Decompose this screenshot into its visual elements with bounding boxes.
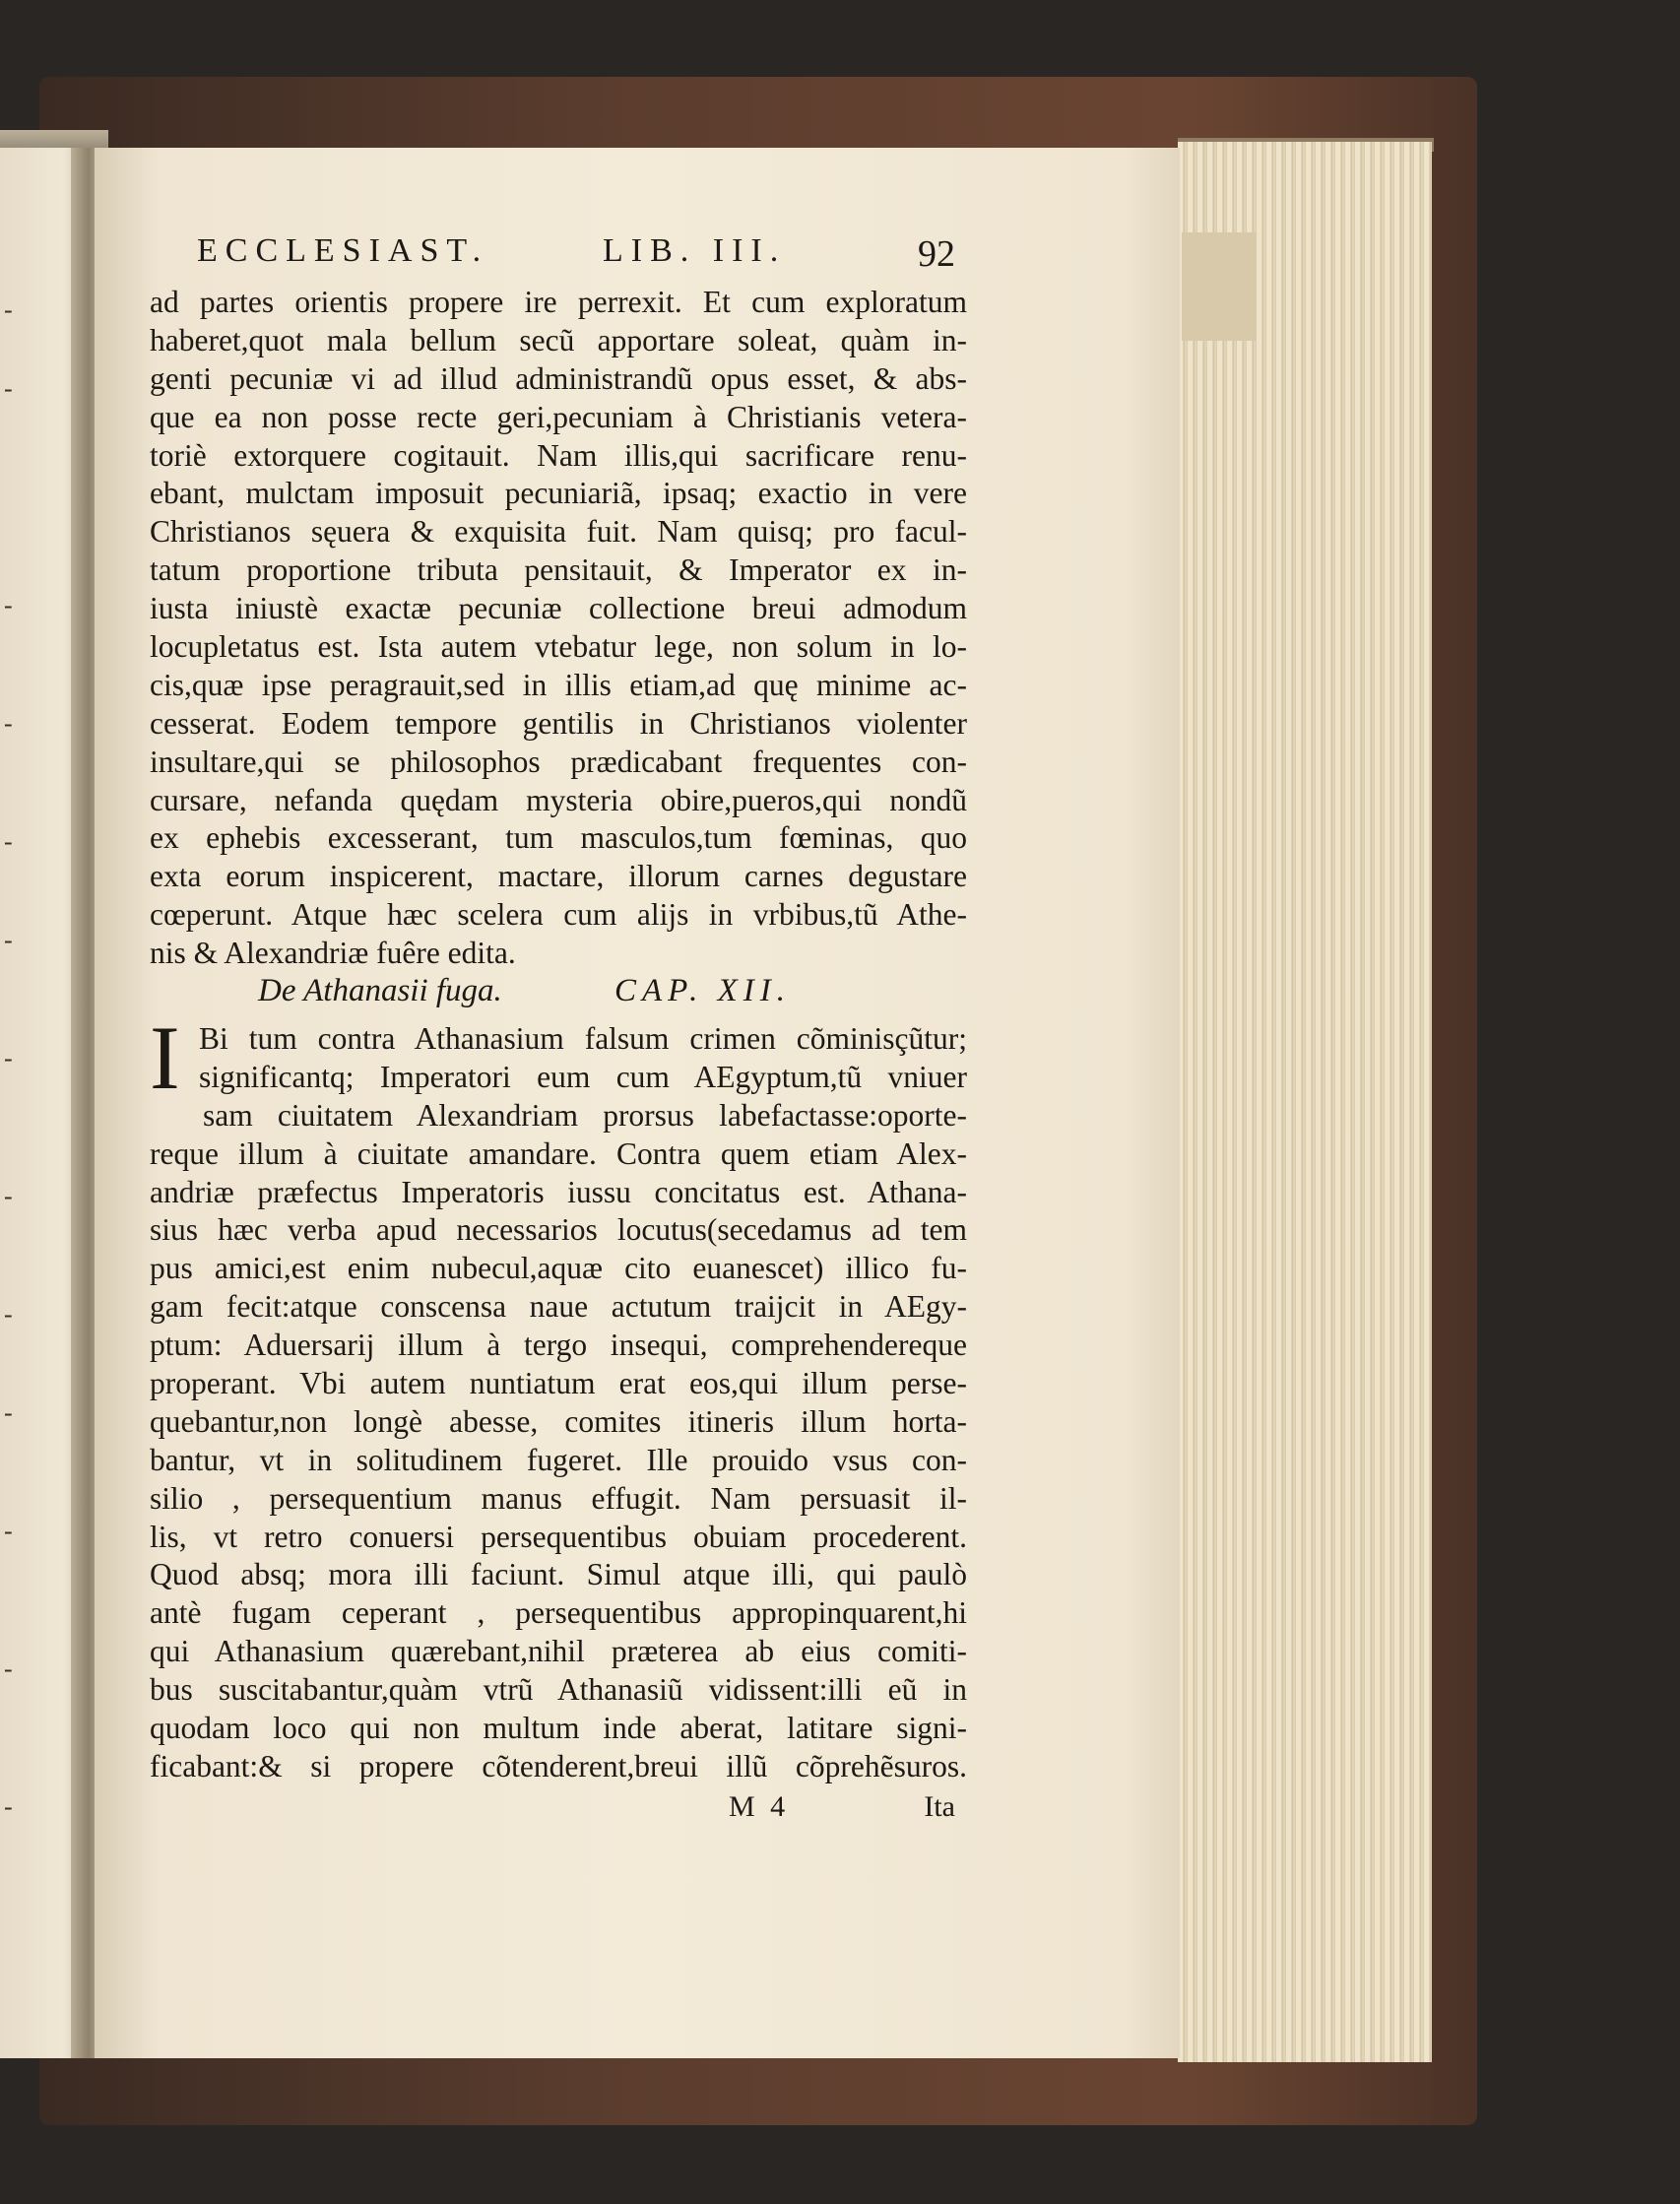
text-line: ex ephebis excesserant, tum masculos,tum fœminas, quo <box>150 820 967 856</box>
text-line: bantur, vt in solitudinem fugeret. Ille prouido vsus con- <box>150 1442 967 1477</box>
text-line: nis & Alexandriæ fuêre edita. <box>150 936 516 971</box>
text-line: ptum: Aduersarij illum à tergo insequi, comprehendereque <box>150 1328 967 1363</box>
text-line: reque illum à ciuitate amandare. Contra quem etiam Alex- <box>150 1135 967 1171</box>
text-line: tatum proportione tributa pensitauit, & Imperator ex in- <box>150 552 967 588</box>
text-line: haberet,quot mala bellum secũ apportare soleat, quàm in- <box>150 322 967 357</box>
text-line: significantq; Imperatori eum cum AEgyptum,tũ vniuer <box>199 1059 967 1094</box>
text-line: iusta iniustè exactæ pecuniæ collectione breui admodum <box>150 591 967 626</box>
catchword: Ita <box>924 1790 955 1823</box>
text-line: cis,quæ ipse peragrauit,sed in illis etiam,ad quę minime ac- <box>150 667 967 702</box>
text-line: bus suscitabantur,quàm vtrũ Athanasiũ vidissent:illi eũ in <box>150 1672 967 1708</box>
text-line: cœperunt. Atque hæc scelera cum alijs in vrbibus,tũ Athe- <box>150 897 967 933</box>
text-line: exta eorum inspicerent, mactare, illorum carnes degustare <box>150 859 967 894</box>
text-line: sam ciuitatem Alexandriam prorsus labefactasse:oporte- <box>203 1097 967 1133</box>
text-line: cursare, nefanda quędam mysteria obire,pueros,qui nondũ <box>150 782 967 817</box>
chapter-title: De Athanasii fuga. <box>258 973 502 1008</box>
text-line: Bi tum contra Athanasium falsum crimen cõminisçũtur; <box>199 1021 967 1056</box>
text-block-2 <box>150 1007 967 1786</box>
signature-mark: M 4 <box>729 1790 790 1823</box>
text-block-1 <box>150 284 967 973</box>
text-line: pus amici,est enim nubecul,aquæ cito euanescet) illico fu- <box>150 1251 967 1286</box>
text-line: ad partes orientis propere ire perrexit. Et cum exploratum <box>150 285 967 319</box>
text-line: antè fugam ceperant , persequentibus appropinquarent,hi <box>150 1595 967 1631</box>
text-line: locupletatus est. Ista autem vtebatur lege, non solum in lo- <box>150 629 967 665</box>
text-line: ebant, mulctam imposuit pecuniariã, ipsaq; exactio in vere <box>150 476 967 511</box>
text-line: ficabant:& si propere cõtenderent,breui illũ cõprehẽsuros. <box>150 1748 967 1783</box>
text-line: properant. Vbi autem nuntiatum erat eos,qui illum perse- <box>150 1366 967 1401</box>
text-line: insultare,qui se philosophos prædicabant frequentes con- <box>150 744 967 779</box>
page-number: 92 <box>918 233 955 275</box>
text-line: sius hæc verba apud necessarios locutus(secedamus ad tem <box>150 1212 967 1248</box>
fore-edge-tab <box>1182 232 1257 341</box>
text-line: que ea non posse recte geri,pecuniam à Christianis vetera- <box>150 399 967 434</box>
drop-initial: I <box>150 1007 180 1108</box>
page-footer <box>729 1790 965 1834</box>
text-line: cesserat. Eodem tempore gentilis in Christianos violenter <box>150 705 967 741</box>
text-line: toriè extorquere cogitauit. Nam illis,qui sacrificare renu- <box>150 437 967 473</box>
text-line: quodam loco qui non multum inde aberat, latitare signi- <box>150 1711 967 1746</box>
text-line: Quod absq; mora illi faciunt. Simul atque illi, qui paulò <box>150 1557 967 1592</box>
text-line: quebantur,non longè abesse, comites itineris illum horta- <box>150 1403 967 1439</box>
page-fore-edge <box>1178 142 1432 2062</box>
text-line: gam fecit:atque conscensa naue actutum traijcit in AEgy- <box>150 1289 967 1325</box>
book-number: LIB. III. <box>603 232 787 269</box>
left-page-bleed-marks: - - - - - - - - - - - - - <box>4 295 13 1821</box>
text-line: Christianos sęuera & exquisita fuit. Nam quisq; pro facul- <box>150 514 967 550</box>
text-line: silio , persequentium manus effugit. Nam persuasit il- <box>150 1480 967 1516</box>
text-line: genti pecuniæ vi ad illud administrandũ opus esset, & abs- <box>150 360 967 396</box>
chapter-number: CAP. XII. <box>614 973 791 1008</box>
running-header <box>197 232 955 282</box>
text-line: lis, vt retro conuersi persequentibus obuiam procederent. <box>150 1519 967 1554</box>
text-line: andriæ præfectus Imperatoris iussu concitatus est. Athana- <box>150 1174 967 1209</box>
text-line: qui Athanasium quærebant,nihil prætereа ab eius comiti- <box>150 1634 967 1669</box>
chapter-heading <box>258 973 898 1016</box>
running-title: ECCLESIAST. <box>197 232 489 269</box>
